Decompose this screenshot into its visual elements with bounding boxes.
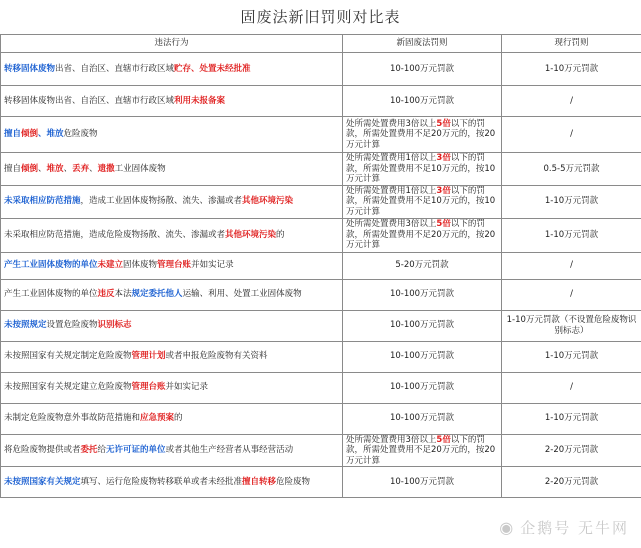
text-segment: 贮存、处置未经批准 bbox=[174, 63, 251, 74]
text-segment: 工业固体废物 bbox=[114, 163, 166, 174]
text-segment: 应急预案 bbox=[140, 413, 175, 424]
text-segment: 产生工业固体废物的单位 bbox=[4, 289, 98, 300]
current-penalty-cell: 1-10万元罚款 bbox=[502, 403, 641, 434]
new-penalty-cell: 10-100万元罚款 bbox=[343, 467, 502, 498]
text-segment: 以下的罚款，所需处置费用不足20万元的，按20万元计算 bbox=[346, 219, 496, 251]
text-segment: 其他环境污染 bbox=[225, 229, 277, 240]
table-body bbox=[1, 53, 641, 498]
text-segment: 处所需处置费用3倍以上 bbox=[346, 219, 437, 230]
new-penalty-cell: 5-20万元罚款 bbox=[343, 252, 502, 279]
text-segment: 、 bbox=[38, 163, 47, 174]
page-title: 固废法新旧罚则对比表 bbox=[240, 8, 401, 26]
violation-cell bbox=[1, 341, 343, 372]
violation-cell bbox=[1, 279, 343, 310]
text-segment: 擅自转移 bbox=[242, 476, 277, 487]
text-segment: 管理计划 bbox=[131, 351, 166, 362]
text-segment: 转移固体废物 bbox=[4, 63, 56, 74]
text-segment: 未采取相应防范措施 bbox=[4, 196, 81, 207]
new-penalty-cell: 10-100万元罚款 bbox=[343, 86, 502, 117]
text-segment: 或者申报危险废物有关资料 bbox=[165, 351, 268, 362]
table-row bbox=[1, 372, 641, 403]
text-segment: 擅自 bbox=[4, 129, 22, 140]
table-row bbox=[1, 310, 641, 341]
text-segment: 产生工业固体废物的单位 bbox=[4, 260, 98, 271]
text-segment: 未采取相应防范措施，造成危险废物扬散、流失、渗漏或者 bbox=[4, 229, 226, 240]
current-penalty-cell: 0.5-5万元罚款 bbox=[502, 153, 641, 186]
text-segment: 或者其他生产经营者从事经营活动 bbox=[165, 445, 294, 455]
text-segment: 堆放 bbox=[46, 163, 64, 174]
text-segment: ，造成工业固体废物扬散、流失、渗漏或者 bbox=[80, 196, 243, 207]
watermark bbox=[499, 517, 629, 538]
text-segment: 固体废物 bbox=[123, 260, 158, 271]
violation-cell bbox=[1, 403, 343, 434]
table-header-row bbox=[1, 35, 641, 53]
table-row bbox=[1, 279, 641, 310]
current-penalty-cell: / bbox=[502, 86, 641, 117]
new-penalty-cell bbox=[343, 434, 502, 467]
text-segment: 转移固体废物出省、自治区、直辖市行政区域 bbox=[4, 95, 175, 106]
new-penalty-cell bbox=[343, 153, 502, 186]
text-segment: 的 bbox=[174, 413, 183, 424]
text-segment: 填写、运行危险废物转移联单或者未经批准 bbox=[80, 476, 243, 487]
text-segment: 规定委托他人 bbox=[131, 289, 183, 300]
current-penalty-cell: 2-20万元罚款 bbox=[502, 434, 641, 467]
table-row bbox=[1, 434, 641, 467]
new-penalty-cell: 10-100万元罚款 bbox=[343, 341, 502, 372]
new-penalty-cell: 10-100万元罚款 bbox=[343, 279, 502, 310]
violation-cell bbox=[1, 117, 343, 153]
text-segment: 未按照国家有关规定 bbox=[4, 476, 81, 487]
text-segment: 、 bbox=[89, 163, 98, 174]
header-new-penalty: 新固废法罚则 bbox=[343, 35, 502, 53]
table-row bbox=[1, 252, 641, 279]
text-segment: 5倍 bbox=[436, 434, 451, 445]
text-segment: 未制定危险废物意外事故防范措施和 bbox=[4, 413, 141, 424]
violation-cell bbox=[1, 434, 343, 467]
violation-cell bbox=[1, 467, 343, 498]
current-penalty-cell: / bbox=[502, 279, 641, 310]
text-segment: 处所需处置费用3倍以上 bbox=[346, 434, 437, 445]
text-segment: 擅自 bbox=[4, 163, 22, 174]
table-row bbox=[1, 185, 641, 218]
new-penalty-cell: 10-100万元罚款 bbox=[343, 310, 502, 341]
text-segment: 以下的罚款，所需处置费用不足20万元的，按20万元计算 bbox=[346, 118, 496, 150]
text-segment: 以下的罚款，所需处置费用不足10万元的，按10万元计算 bbox=[346, 185, 496, 217]
text-segment: 以下的罚款，所需处置费用不足10万元的，按10万元计算 bbox=[346, 153, 496, 184]
violation-cell bbox=[1, 185, 343, 218]
table-row bbox=[1, 117, 641, 153]
new-penalty-cell bbox=[343, 185, 502, 218]
violation-cell bbox=[1, 310, 343, 341]
text-segment: 本法 bbox=[114, 289, 132, 300]
text-segment: 未建立 bbox=[97, 260, 124, 271]
header-violation: 违法行为 bbox=[1, 35, 343, 53]
text-segment: 并如实记录 bbox=[191, 260, 234, 271]
table-row bbox=[1, 53, 641, 86]
text-segment: 、 bbox=[63, 163, 73, 174]
text-segment: 未按照规定 bbox=[4, 320, 47, 331]
violation-cell bbox=[1, 252, 343, 279]
current-penalty-cell: 1-10万元罚款 bbox=[502, 53, 641, 86]
text-segment: 违反 bbox=[97, 289, 115, 300]
text-segment: 处所需处置费用1倍以上 bbox=[346, 185, 437, 196]
text-segment: 并如实记录 bbox=[165, 382, 209, 393]
text-segment: 5倍 bbox=[436, 219, 451, 230]
text-segment: 运输、利用、处置工业固体废物 bbox=[182, 289, 302, 300]
violation-cell bbox=[1, 86, 343, 117]
text-segment: 以下的罚款，所需处置费用不足20万元的，按20万元计算 bbox=[346, 434, 496, 466]
text-segment: 危险废物 bbox=[276, 476, 311, 487]
current-penalty-cell: / bbox=[502, 252, 641, 279]
text-segment: 未按照国家有关规定制定危险废物 bbox=[4, 351, 132, 362]
current-penalty-cell: 1-10万元罚款（不设置危险废物识别标志） bbox=[502, 310, 641, 341]
text-segment: 给 bbox=[97, 445, 107, 455]
watermark-text: 企鹅号 无牛网 bbox=[520, 519, 629, 537]
header-current-penalty: 现行罚则 bbox=[502, 35, 641, 53]
text-segment: 3倍 bbox=[436, 185, 451, 196]
text-segment: 其他环境污染 bbox=[242, 196, 294, 207]
table-row bbox=[1, 218, 641, 252]
text-segment: 利用未报备案 bbox=[174, 95, 226, 106]
new-penalty-cell bbox=[343, 117, 502, 153]
current-penalty-cell: 1-10万元罚款 bbox=[502, 341, 641, 372]
text-segment: 识别标志 bbox=[97, 320, 132, 331]
violation-cell bbox=[1, 53, 343, 86]
text-segment: 5倍 bbox=[436, 118, 451, 129]
table-row bbox=[1, 86, 641, 117]
text-segment: 出省、自治区、直辖市行政区域 bbox=[55, 63, 175, 74]
text-segment: 将危险废物提供或者 bbox=[4, 445, 81, 455]
table-row bbox=[1, 341, 641, 372]
text-segment: 委托 bbox=[80, 445, 98, 455]
current-penalty-cell: 1-10万元罚款 bbox=[502, 185, 641, 218]
table-row bbox=[1, 153, 641, 186]
violation-cell bbox=[1, 372, 343, 403]
table-row bbox=[1, 467, 641, 498]
text-segment: 危险废物 bbox=[63, 129, 98, 140]
current-penalty-cell: / bbox=[502, 117, 641, 153]
text-segment: 倾倒 bbox=[21, 129, 39, 140]
text-segment: 管理台账 bbox=[131, 382, 166, 393]
text-segment: 的 bbox=[276, 229, 285, 240]
new-penalty-cell: 10-100万元罚款 bbox=[343, 403, 502, 434]
new-penalty-cell: 10-100万元罚款 bbox=[343, 372, 502, 403]
text-segment: 3倍 bbox=[436, 153, 451, 163]
violation-cell bbox=[1, 153, 343, 186]
new-penalty-cell bbox=[343, 218, 502, 252]
text-segment: 遗撒 bbox=[97, 163, 115, 174]
penguin-logo-icon: ◉ bbox=[499, 518, 516, 537]
text-segment: 未按照国家有关规定建立危险废物 bbox=[4, 382, 132, 393]
new-penalty-cell: 10-100万元罚款 bbox=[343, 53, 502, 86]
violation-cell bbox=[1, 218, 343, 252]
text-segment: 无许可证的单位 bbox=[106, 445, 166, 455]
current-penalty-cell: 1-10万元罚款 bbox=[502, 218, 641, 252]
text-segment: 丢弃 bbox=[72, 163, 90, 174]
text-segment: 处所需处置费用1倍以上 bbox=[346, 153, 437, 163]
current-penalty-cell: / bbox=[502, 372, 641, 403]
text-segment: 处所需处置费用3倍以上 bbox=[346, 118, 437, 129]
text-segment: 管理台账 bbox=[157, 260, 192, 271]
text-segment: 、堆放 bbox=[38, 129, 64, 140]
text-segment: 倾倒 bbox=[21, 163, 39, 174]
current-penalty-cell: 2-20万元罚款 bbox=[502, 467, 641, 498]
table-row bbox=[1, 403, 641, 434]
text-segment: 设置危险废物 bbox=[46, 320, 98, 331]
comparison-table bbox=[0, 34, 641, 498]
